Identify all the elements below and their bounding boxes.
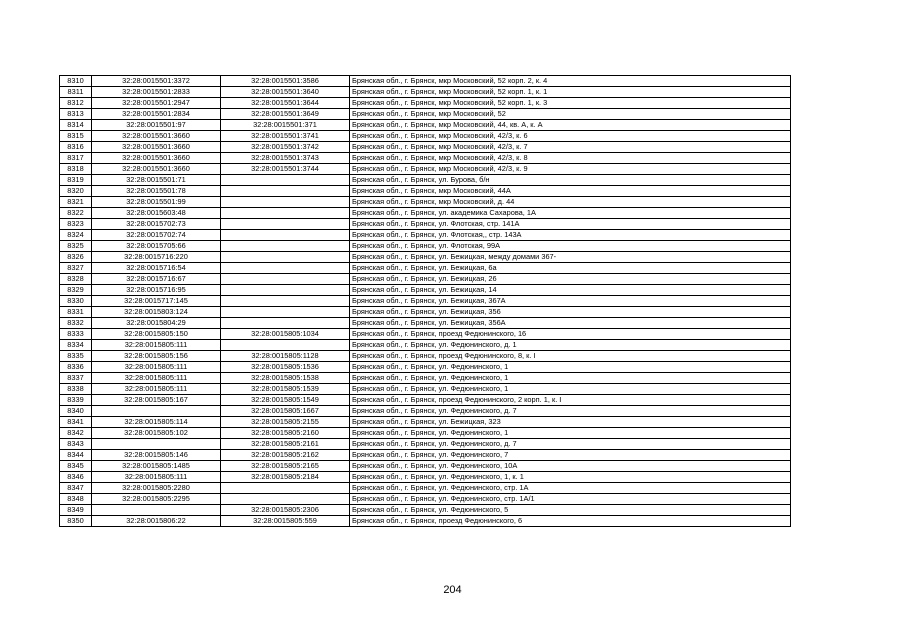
address-cell: Брянская обл., г. Брянск, ул. Федюнинского, 1 xyxy=(350,428,791,439)
table-row xyxy=(60,175,791,186)
land-cadastral-cell: 32:28:0015805:111 xyxy=(92,472,221,483)
address-cell: Брянская обл., г. Брянск, мкр Московский, 52 корп. 2, к. 4 xyxy=(350,76,791,87)
address-cell: Брянская обл., г. Брянск, ул. Бурова, б/н xyxy=(350,175,791,186)
address-cell: Брянская обл., г. Брянск, мкр Московский, 42/3, к. 8 xyxy=(350,153,791,164)
address-cell: Брянская обл., г. Брянск, ул. Бежицкая, 14 xyxy=(350,285,791,296)
address-cell: Брянская обл., г. Брянск, ул. Бежицкая, 323 xyxy=(350,417,791,428)
building-cadastral-cell: 32:28:0015501:3742 xyxy=(221,142,350,153)
address-cell: Брянская обл., г. Брянск, мкр Московский, 52 корп. 1, к. 3 xyxy=(350,98,791,109)
land-cadastral-cell: 32:28:0015804:29 xyxy=(92,318,221,329)
address-cell: Брянская обл., г. Брянск, ул. Федюнинского, 1 xyxy=(350,373,791,384)
land-cadastral-cell: 32:28:0015501:3660 xyxy=(92,153,221,164)
row-number-cell: 8347 xyxy=(60,483,92,494)
land-cadastral-cell: 32:28:0015805:1485 xyxy=(92,461,221,472)
building-cadastral-cell: 32:28:0015805:1549 xyxy=(221,395,350,406)
building-cadastral-cell: 32:28:0015805:1539 xyxy=(221,384,350,395)
table-row xyxy=(60,208,791,219)
address-cell: Брянская обл., г. Брянск, мкр Московский, д. 44 xyxy=(350,197,791,208)
building-cadastral-cell xyxy=(221,263,350,274)
building-cadastral-cell: 32:28:0015805:1538 xyxy=(221,373,350,384)
land-cadastral-cell: 32:28:0015716:220 xyxy=(92,252,221,263)
land-cadastral-cell: 32:28:0015705:66 xyxy=(92,241,221,252)
land-cadastral-cell: 32:28:0015805:167 xyxy=(92,395,221,406)
table-row xyxy=(60,505,791,516)
land-cadastral-cell: 32:28:0015501:2834 xyxy=(92,109,221,120)
table-row xyxy=(60,395,791,406)
row-number-cell: 8315 xyxy=(60,131,92,142)
table-row xyxy=(60,153,791,164)
address-cell: Брянская обл., г. Брянск, ул. Флотская,, стр. 143А xyxy=(350,230,791,241)
building-cadastral-cell: 32:28:0015805:2155 xyxy=(221,417,350,428)
table-row xyxy=(60,87,791,98)
building-cadastral-cell: 32:28:0015805:2184 xyxy=(221,472,350,483)
row-number-cell: 8327 xyxy=(60,263,92,274)
row-number-cell: 8310 xyxy=(60,76,92,87)
table-row xyxy=(60,329,791,340)
address-cell: Брянская обл., г. Брянск, мкр Московский, 42/3, к. 7 xyxy=(350,142,791,153)
address-cell: Брянская обл., г. Брянск, ул. Бежицкая, 367А xyxy=(350,296,791,307)
land-cadastral-cell: 32:28:0015717:145 xyxy=(92,296,221,307)
row-number-cell: 8338 xyxy=(60,384,92,395)
row-number-cell: 8329 xyxy=(60,285,92,296)
building-cadastral-cell: 32:28:0015501:371 xyxy=(221,120,350,131)
land-cadastral-cell: 32:28:0015805:111 xyxy=(92,384,221,395)
table-row xyxy=(60,318,791,329)
row-number-cell: 8324 xyxy=(60,230,92,241)
building-cadastral-cell: 32:28:0015501:3741 xyxy=(221,131,350,142)
land-cadastral-cell: 32:28:0015805:2280 xyxy=(92,483,221,494)
table-row xyxy=(60,98,791,109)
building-cadastral-cell: 32:28:0015501:3649 xyxy=(221,109,350,120)
building-cadastral-cell xyxy=(221,241,350,252)
row-number-cell: 8313 xyxy=(60,109,92,120)
row-number-cell: 8325 xyxy=(60,241,92,252)
row-number-cell: 8334 xyxy=(60,340,92,351)
row-number-cell: 8341 xyxy=(60,417,92,428)
building-cadastral-cell: 32:28:0015805:1536 xyxy=(221,362,350,373)
row-number-cell: 8345 xyxy=(60,461,92,472)
address-cell: Брянская обл., г. Брянск, мкр Московский, 42/3, к. 9 xyxy=(350,164,791,175)
table-row xyxy=(60,351,791,362)
table-row xyxy=(60,362,791,373)
row-number-cell: 8330 xyxy=(60,296,92,307)
address-cell: Брянская обл., г. Брянск, ул. Флотская, стр. 141А xyxy=(350,219,791,230)
building-cadastral-cell: 32:28:0015805:2306 xyxy=(221,505,350,516)
address-cell: Брянская обл., г. Брянск, ул. Федюнинского, д. 1 xyxy=(350,340,791,351)
row-number-cell: 8320 xyxy=(60,186,92,197)
row-number-cell: 8343 xyxy=(60,439,92,450)
land-cadastral-cell: 32:28:0015501:78 xyxy=(92,186,221,197)
address-cell: Брянская обл., г. Брянск, мкр Московский, 44А xyxy=(350,186,791,197)
building-cadastral-cell: 32:28:0015501:3640 xyxy=(221,87,350,98)
row-number-cell: 8333 xyxy=(60,329,92,340)
building-cadastral-cell xyxy=(221,208,350,219)
land-cadastral-cell: 32:28:0015716:67 xyxy=(92,274,221,285)
table-row xyxy=(60,274,791,285)
building-cadastral-cell: 32:28:0015805:1128 xyxy=(221,351,350,362)
row-number-cell: 8317 xyxy=(60,153,92,164)
table-row xyxy=(60,483,791,494)
table-row xyxy=(60,494,791,505)
building-cadastral-cell: 32:28:0015501:3743 xyxy=(221,153,350,164)
row-number-cell: 8337 xyxy=(60,373,92,384)
address-cell: Брянская обл., г. Брянск, ул. академика Сахарова, 1А xyxy=(350,208,791,219)
land-cadastral-cell: 32:28:0015501:3372 xyxy=(92,76,221,87)
building-cadastral-cell: 32:28:0015805:559 xyxy=(221,516,350,527)
table-row xyxy=(60,164,791,175)
building-cadastral-cell xyxy=(221,175,350,186)
row-number-cell: 8318 xyxy=(60,164,92,175)
address-cell: Брянская обл., г. Брянск, ул. Федюнинского, д. 7 xyxy=(350,406,791,417)
table-row xyxy=(60,285,791,296)
land-cadastral-cell: 32:28:0015501:97 xyxy=(92,120,221,131)
address-cell: Брянская обл., г. Брянск, ул. Федюнинского, 1, к. 1 xyxy=(350,472,791,483)
table-row xyxy=(60,252,791,263)
land-cadastral-cell xyxy=(92,439,221,450)
building-cadastral-cell xyxy=(221,252,350,263)
row-number-cell: 8326 xyxy=(60,252,92,263)
address-cell: Брянская обл., г. Брянск, ул. Бежицкая, между домами 367- xyxy=(350,252,791,263)
address-cell: Брянская обл., г. Брянск, мкр Московский, 52 xyxy=(350,109,791,120)
building-cadastral-cell: 32:28:0015805:2161 xyxy=(221,439,350,450)
row-number-cell: 8340 xyxy=(60,406,92,417)
address-cell: Брянская обл., г. Брянск, ул. Федюнинского, 1 xyxy=(350,384,791,395)
address-cell: Брянская обл., г. Брянск, ул. Федюнинского, стр. 1А/1 xyxy=(350,494,791,505)
row-number-cell: 8316 xyxy=(60,142,92,153)
registry-table-body xyxy=(60,76,791,527)
address-cell: Брянская обл., г. Брянск, ул. Федюнинского, 1 xyxy=(350,362,791,373)
table-row xyxy=(60,230,791,241)
land-cadastral-cell: 32:28:0015501:3660 xyxy=(92,164,221,175)
land-cadastral-cell: 32:28:0015501:71 xyxy=(92,175,221,186)
building-cadastral-cell: 32:28:0015805:2160 xyxy=(221,428,350,439)
address-cell: Брянская обл., г. Брянск, ул. Федюнинского, 10А xyxy=(350,461,791,472)
land-cadastral-cell: 32:28:0015501:3660 xyxy=(92,142,221,153)
row-number-cell: 8348 xyxy=(60,494,92,505)
building-cadastral-cell xyxy=(221,494,350,505)
land-cadastral-cell: 32:28:0015501:2947 xyxy=(92,98,221,109)
address-cell: Брянская обл., г. Брянск, проезд Федюнинского, 6 xyxy=(350,516,791,527)
land-cadastral-cell: 32:28:0015805:146 xyxy=(92,450,221,461)
address-cell: Брянская обл., г. Брянск, мкр Московский, 52 корп. 1, к. 1 xyxy=(350,87,791,98)
address-cell: Брянская обл., г. Брянск, ул. Федюнинского, 5 xyxy=(350,505,791,516)
table-row xyxy=(60,472,791,483)
table-row xyxy=(60,384,791,395)
land-cadastral-cell: 32:28:0015805:156 xyxy=(92,351,221,362)
registry-table xyxy=(59,75,791,527)
land-cadastral-cell: 32:28:0015603:48 xyxy=(92,208,221,219)
land-cadastral-cell xyxy=(92,505,221,516)
row-number-cell: 8349 xyxy=(60,505,92,516)
address-cell: Брянская обл., г. Брянск, проезд Федюнинского, 16 xyxy=(350,329,791,340)
row-number-cell: 8319 xyxy=(60,175,92,186)
row-number-cell: 8344 xyxy=(60,450,92,461)
building-cadastral-cell xyxy=(221,318,350,329)
table-row xyxy=(60,186,791,197)
table-row xyxy=(60,406,791,417)
address-cell: Брянская обл., г. Брянск, ул. Бежицкая, 26 xyxy=(350,274,791,285)
building-cadastral-cell: 32:28:0015501:3586 xyxy=(221,76,350,87)
land-cadastral-cell: 32:28:0015805:111 xyxy=(92,373,221,384)
address-cell: Брянская обл., г. Брянск, мкр Московский, 42/3, к. 6 xyxy=(350,131,791,142)
table-row xyxy=(60,296,791,307)
land-cadastral-cell: 32:28:0015805:111 xyxy=(92,362,221,373)
table-row xyxy=(60,516,791,527)
row-number-cell: 8346 xyxy=(60,472,92,483)
land-cadastral-cell: 32:28:0015716:54 xyxy=(92,263,221,274)
row-number-cell: 8322 xyxy=(60,208,92,219)
row-number-cell: 8314 xyxy=(60,120,92,131)
building-cadastral-cell xyxy=(221,186,350,197)
table-row xyxy=(60,263,791,274)
building-cadastral-cell xyxy=(221,483,350,494)
table-row xyxy=(60,109,791,120)
land-cadastral-cell: 32:28:0015805:114 xyxy=(92,417,221,428)
address-cell: Брянская обл., г. Брянск, ул. Бежицкая, 356 xyxy=(350,307,791,318)
table-row xyxy=(60,428,791,439)
address-cell: Брянская обл., г. Брянск, проезд Федюнинского, 2 корп. 1, к. I xyxy=(350,395,791,406)
address-cell: Брянская обл., г. Брянск, ул. Бежицкая, 6а xyxy=(350,263,791,274)
table-row xyxy=(60,340,791,351)
address-cell: Брянская обл., г. Брянск, ул. Бежицкая, 356А xyxy=(350,318,791,329)
table-row xyxy=(60,142,791,153)
row-number-cell: 8311 xyxy=(60,87,92,98)
land-cadastral-cell: 32:28:0015805:2295 xyxy=(92,494,221,505)
table-row xyxy=(60,219,791,230)
building-cadastral-cell xyxy=(221,307,350,318)
table-row xyxy=(60,461,791,472)
building-cadastral-cell xyxy=(221,197,350,208)
address-cell: Брянская обл., г. Брянск, ул. Федюнинского, д. 7 xyxy=(350,439,791,450)
land-cadastral-cell: 32:28:0015501:2833 xyxy=(92,87,221,98)
land-cadastral-cell: 32:28:0015803:124 xyxy=(92,307,221,318)
row-number-cell: 8331 xyxy=(60,307,92,318)
land-cadastral-cell: 32:28:0015805:150 xyxy=(92,329,221,340)
land-cadastral-cell: 32:28:0015501:99 xyxy=(92,197,221,208)
table-row xyxy=(60,417,791,428)
building-cadastral-cell xyxy=(221,219,350,230)
row-number-cell: 8328 xyxy=(60,274,92,285)
land-cadastral-cell: 32:28:0015702:74 xyxy=(92,230,221,241)
address-cell: Брянская обл., г. Брянск, ул. Федюнинского, стр. 1А xyxy=(350,483,791,494)
table-row xyxy=(60,120,791,131)
land-cadastral-cell: 32:28:0015501:3660 xyxy=(92,131,221,142)
address-cell: Брянская обл., г. Брянск, ул. Флотская, 99А xyxy=(350,241,791,252)
address-cell: Брянская обл., г. Брянск, проезд Федюнинского, 8, к. I xyxy=(350,351,791,362)
row-number-cell: 8336 xyxy=(60,362,92,373)
page-number: 204 xyxy=(443,584,462,596)
land-cadastral-cell xyxy=(92,406,221,417)
address-cell: Брянская обл., г. Брянск, мкр Московский, 44, кв. А, к. А xyxy=(350,120,791,131)
row-number-cell: 8335 xyxy=(60,351,92,362)
land-cadastral-cell: 32:28:0015805:111 xyxy=(92,340,221,351)
building-cadastral-cell: 32:28:0015805:1034 xyxy=(221,329,350,340)
table-row xyxy=(60,131,791,142)
land-cadastral-cell: 32:28:0015716:95 xyxy=(92,285,221,296)
row-number-cell: 8350 xyxy=(60,516,92,527)
row-number-cell: 8312 xyxy=(60,98,92,109)
land-cadastral-cell: 32:28:0015806:22 xyxy=(92,516,221,527)
building-cadastral-cell xyxy=(221,274,350,285)
building-cadastral-cell: 32:28:0015501:3744 xyxy=(221,164,350,175)
land-cadastral-cell: 32:28:0015702:73 xyxy=(92,219,221,230)
row-number-cell: 8321 xyxy=(60,197,92,208)
row-number-cell: 8332 xyxy=(60,318,92,329)
table-row xyxy=(60,241,791,252)
table-row xyxy=(60,197,791,208)
table-row xyxy=(60,450,791,461)
land-cadastral-cell: 32:28:0015805:102 xyxy=(92,428,221,439)
address-cell: Брянская обл., г. Брянск, ул. Федюнинского, 7 xyxy=(350,450,791,461)
building-cadastral-cell xyxy=(221,285,350,296)
row-number-cell: 8339 xyxy=(60,395,92,406)
row-number-cell: 8342 xyxy=(60,428,92,439)
building-cadastral-cell: 32:28:0015805:2165 xyxy=(221,461,350,472)
building-cadastral-cell xyxy=(221,340,350,351)
table-row xyxy=(60,373,791,384)
table-row xyxy=(60,439,791,450)
building-cadastral-cell: 32:28:0015805:1667 xyxy=(221,406,350,417)
row-number-cell: 8323 xyxy=(60,219,92,230)
building-cadastral-cell: 32:28:0015805:2162 xyxy=(221,450,350,461)
table-row xyxy=(60,76,791,87)
table-row xyxy=(60,307,791,318)
building-cadastral-cell xyxy=(221,230,350,241)
building-cadastral-cell: 32:28:0015501:3644 xyxy=(221,98,350,109)
building-cadastral-cell xyxy=(221,296,350,307)
